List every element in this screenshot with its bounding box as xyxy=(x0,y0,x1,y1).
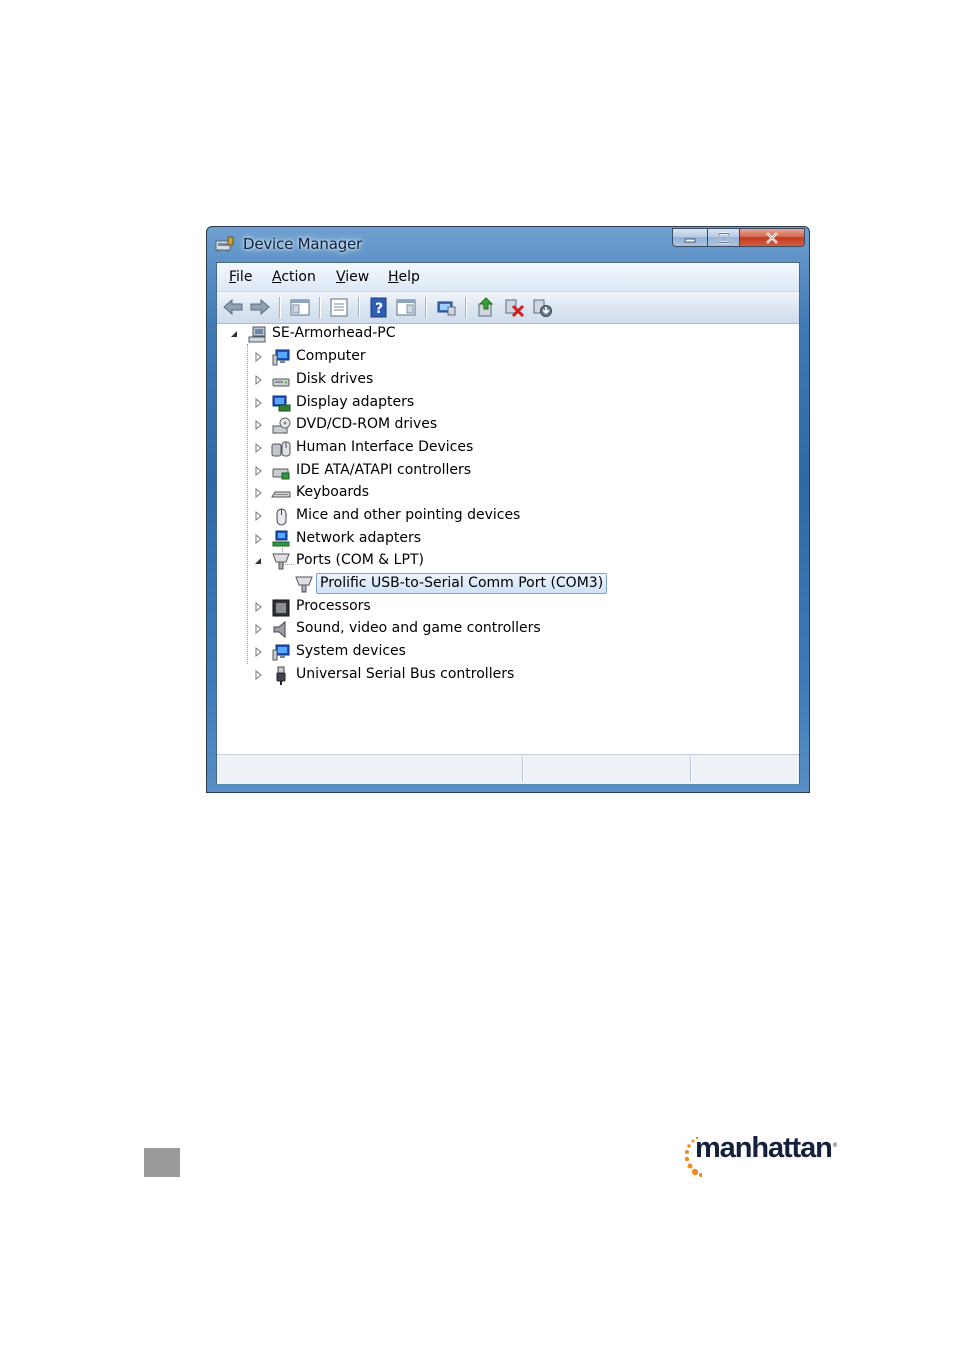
computer-icon xyxy=(271,348,291,367)
toolbar xyxy=(217,292,799,324)
logo-wordmark: manhattan xyxy=(695,1132,832,1164)
disable-device-icon[interactable] xyxy=(531,296,553,318)
usb-icon xyxy=(271,666,291,685)
manhattan-logo xyxy=(684,1132,844,1180)
dvd-drive-icon xyxy=(271,416,291,435)
device-manager-app-icon xyxy=(215,235,235,253)
hid-icon xyxy=(271,439,291,458)
menu-action[interactable]: Action xyxy=(272,269,316,285)
back-arrow-icon[interactable] xyxy=(222,296,244,318)
ide-controller-icon xyxy=(271,462,291,481)
action-pane-icon[interactable] xyxy=(395,296,417,318)
network-adapter-icon xyxy=(271,530,291,549)
expand-arrow-icon[interactable] xyxy=(254,465,264,477)
close-icon xyxy=(765,232,779,244)
device-manager-window xyxy=(206,226,810,793)
properties-icon[interactable] xyxy=(328,296,350,318)
window-title: Device Manager xyxy=(243,235,363,253)
disk-drive-icon xyxy=(271,371,291,390)
status-bar xyxy=(217,754,799,784)
expand-arrow-icon[interactable] xyxy=(254,623,264,635)
update-driver-icon[interactable] xyxy=(475,296,497,318)
expand-arrow-icon[interactable] xyxy=(254,646,264,658)
menu-help[interactable]: Help xyxy=(388,269,420,285)
expand-arrow-icon[interactable] xyxy=(254,351,264,363)
expand-arrow-icon[interactable] xyxy=(254,487,264,499)
selected-device-label: Prolific USB-to-Serial Comm Port (COM3) xyxy=(316,573,607,594)
forward-arrow-icon[interactable] xyxy=(249,296,271,318)
device-tree: SE-Armorhead-PC Computer Disk drives Display adapters DVD/CD-ROM drives Human Interface Devices IDE ATA/ATAPI controllers Keyboards Mice and other pointing devices Network adapters Ports (COM & LPT) Prolific USB-to-Serial Comm Port (COM3) Processors Sound, video and game controllers System devices Universal Serial Bus controllers xyxy=(217,324,799,754)
expand-arrow-icon[interactable] xyxy=(254,419,264,431)
speaker-icon xyxy=(271,620,291,639)
menu-bar xyxy=(217,263,799,292)
uninstall-icon[interactable] xyxy=(503,296,525,318)
system-device-icon xyxy=(271,643,291,662)
display-adapter-icon xyxy=(271,394,291,413)
computer-network-icon xyxy=(247,325,267,344)
page-number-box xyxy=(144,1148,180,1177)
mouse-icon xyxy=(271,507,291,526)
minimize-button[interactable] xyxy=(672,228,708,247)
menu-file[interactable]: File xyxy=(229,269,253,285)
expand-arrow-icon[interactable] xyxy=(254,397,264,409)
expand-arrow-icon[interactable] xyxy=(254,601,264,613)
help-icon[interactable] xyxy=(368,296,390,318)
expand-arrow-icon[interactable] xyxy=(254,442,264,454)
minimize-icon xyxy=(684,233,696,243)
collapse-arrow-icon[interactable] xyxy=(229,328,239,340)
menu-view[interactable]: View xyxy=(336,269,370,285)
port-icon xyxy=(294,575,314,594)
title-bar[interactable] xyxy=(207,227,809,261)
collapse-arrow-icon[interactable] xyxy=(253,555,263,567)
processor-icon xyxy=(271,598,291,617)
keyboard-icon xyxy=(271,484,291,503)
port-icon xyxy=(271,552,291,571)
expand-arrow-icon[interactable] xyxy=(254,374,264,386)
scan-hardware-icon[interactable] xyxy=(435,296,457,318)
svg-text:?: ? xyxy=(375,301,384,317)
logo-trademark: ® xyxy=(832,1142,838,1149)
tree-root-label: SE-Armorhead-PC xyxy=(272,325,396,341)
expand-arrow-icon[interactable] xyxy=(254,669,264,681)
client-area xyxy=(216,262,800,784)
maximize-button[interactable] xyxy=(707,228,740,247)
show-hide-console-tree-icon[interactable] xyxy=(289,296,311,318)
expand-arrow-icon[interactable] xyxy=(254,510,264,522)
expand-arrow-icon[interactable] xyxy=(254,533,264,545)
close-button[interactable] xyxy=(739,228,805,247)
maximize-icon xyxy=(717,232,731,244)
